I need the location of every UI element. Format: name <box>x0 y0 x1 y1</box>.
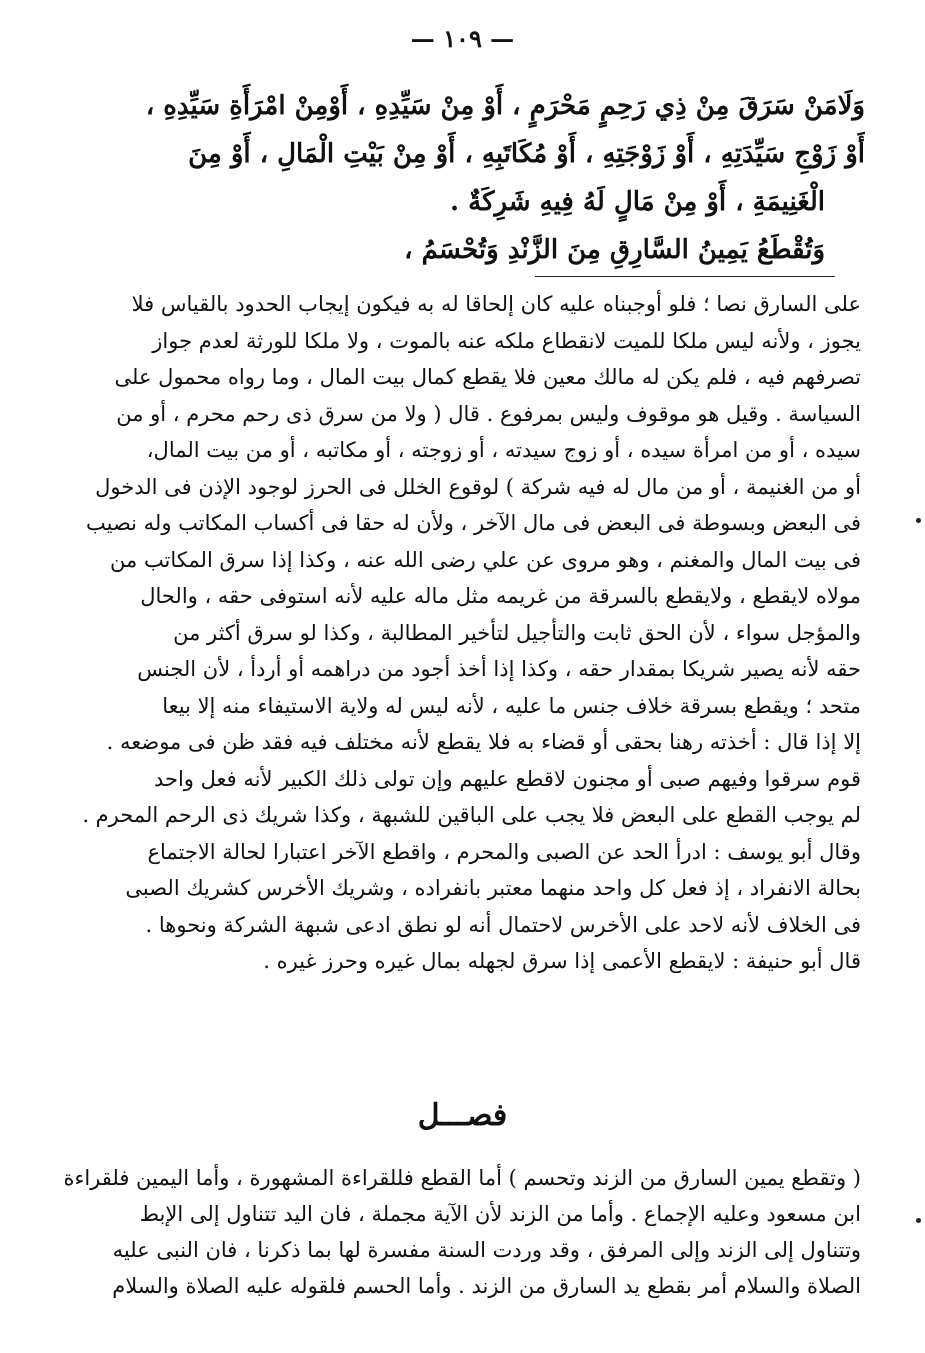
main-text-line: وَتُقْطَعُ يَمِينُ السَّارِقِ مِنَ الزَّنْدِ وَتُحْسَمُ ، <box>404 235 825 265</box>
commentary-line: حقه لأنه يصير شريكا بمقدار حقه ، وكذا إذا أخذ أجود من دراهمه أو أردأ ، لأن الجنس <box>137 657 861 681</box>
commentary-block <box>61 286 861 980</box>
commentary-line: سيده ، أو من امرأة سيده ، أو زوج سيدته ، أو زوجته ، أو مكاتبه ، أو من بيت المال، <box>146 438 861 462</box>
main-text-line: الْغَنِيمَةِ ، أَوْ مِنْ مَالٍ لَهُ فِيهِ شَرِكَةٌ . <box>450 187 825 217</box>
commentary-line: فى الخلاف لأنه لاحد على الأخرس لاحتمال أنه لو نطق ادعى شبهة الشركة ونحوها . <box>145 912 861 937</box>
commentary-line: على السارق نصا ؛ فلو أوجبناه عليه كان إلحاقا له به فيكون إيجاب الحدود بالقياس فلا <box>131 292 861 316</box>
commentary-line: والمؤجل سواء ، لأن الحق ثابت والتأجيل لتأخير المطالبة ، وكذا لو سرق أكثر من <box>173 620 861 645</box>
commentary-line: متحد ؛ ويقطع بسرقة خلاف جنس ما عليه ، لأنه ليس له ولاية الاستيفاء منه إلا بيعا <box>162 693 861 718</box>
separator-rule <box>535 276 835 277</box>
section-text-line: الصلاة والسلام أمر بقطع يد السارق من الزند . وأما الحسم فلقوله عليه الصلاة والسلام <box>112 1274 861 1298</box>
commentary-line: بحالة الانفراد ، إذ فعل كل واحد منهما معتبر بانفراده ، وشريك الأخرس كشريك الصبى <box>125 876 861 900</box>
margin-dot <box>916 518 921 523</box>
section-text-line: ( وتقطع يمين السارق من الزند وتحسم ) أما القطع فللقراءة المشهورة ، وأما اليمين فلقراءة <box>63 1166 861 1190</box>
commentary-line: تصرفهم فيه ، فلم يكن له مالك معين فلا يقطع كمال بيت المال ، وما رواه محمول على <box>114 365 861 389</box>
commentary-line: يجوز ، ولأنه ليس ملكا للميت لانقطاع ملكه عنه بالموت ، ولا ملكا للورثة لعدم جواز <box>152 328 861 353</box>
main-text-line: وَلَامَنْ سَرَقَ مِنْ ذِي رَحِمٍ مَحْرَمٍ ، أَوْ مِنْ سَيِّدِهِ ، أَوْمِنْ امْرَأَةِ سَيِّدِهِ ، <box>145 91 865 121</box>
commentary-line: قال أبو حنيفة : لايقطع الأعمى إذا سرق لجهله بمال غيره وحرز غيره . <box>263 949 861 973</box>
commentary-line: لم يوجب القطع على البعض فلا يجب على الباقين للشبهة ، وكذا شريك ذى الرحم المحرم . <box>82 803 861 827</box>
commentary-line: فى بيت المال والمغنم ، وهو مروى عن علي رضى الله عنه ، وكذا إذا سرق المكاتب من <box>110 547 861 572</box>
section-text-line: ابن مسعود وعليه الإجماع . وأما من الزند لأن الآية مجملة ، فان اليد تتناول إلى الإبط <box>139 1202 861 1226</box>
page-number: — ١٠٩ — <box>410 24 515 53</box>
main-text-line: أَوْ زَوْجِ سَيِّدَتِهِ ، أَوْ زَوْجَتِهِ ، أَوْ مُكَاتَبِهِ ، أَوْ مِنْ بَيْتِ الْمَالِ ، أَوْ مِنَ <box>188 139 865 169</box>
commentary-line: السياسة . وقيل هو موقوف وليس بمرفوع . قال ( ولا من سرق ذى رحم محرم ، أو من <box>116 401 861 426</box>
commentary-line: مولاه لايقطع ، ولايقطع بالسرقة من غريمه مثل ماله عليه لأنه استوفى حقه ، والحال <box>140 584 861 608</box>
margin-dot <box>916 1218 921 1223</box>
section-text-line: وتتناول إلى الزند وإلى المرفق ، وقد وردت السنة مفسرة لها بما ذكرنا ، فان النبى عليه <box>112 1238 861 1262</box>
commentary-line: أو من الغنيمة ، أو من مال له فيه شركة ) لوقوع الخلل فى الحرز لوجود الإذن فى الدخول <box>95 474 861 499</box>
main-text-block <box>75 82 865 274</box>
section-heading: فصـــل <box>417 1098 508 1133</box>
section-text-block <box>61 1160 861 1304</box>
commentary-line: قوم سرقوا وفيهم صبى أو مجنون لاقطع عليهم وإن تولى ذلك الكبير لأنه فعل واحد <box>153 766 861 791</box>
commentary-line: إلا إذا قال : أخذته رهنا بحقى أو قضاء به فلا يقطع لأنه مختلف فيه فقد ظن فى موضعه . <box>106 730 861 754</box>
commentary-line: وقال أبو يوسف : ادرأ الحد عن الصبى والمحرم ، واقطع الآخر اعتبارا لحالة الاجتماع <box>147 839 861 864</box>
commentary-line: فى البعض وبسوطة فى البعض فى مال الآخر ، ولأن له حقا فى أكساب المكاتب وله نصيب <box>85 511 861 535</box>
